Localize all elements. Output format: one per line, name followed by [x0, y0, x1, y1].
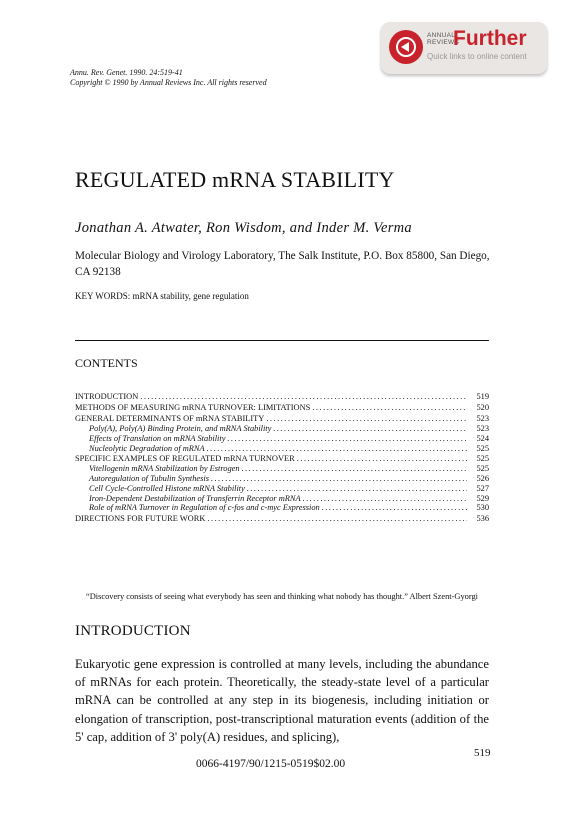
toc-entry-label: GENERAL DETERMINANTS OF mRNA STABILITY	[75, 414, 265, 424]
introduction-heading: INTRODUCTION	[75, 623, 191, 639]
badge-tagline: Quick links to online content	[427, 52, 527, 61]
toc-entry[interactable]	[75, 484, 489, 494]
toc-entry-page: 523	[476, 424, 489, 434]
toc-entry-label: SPECIFIC EXAMPLES OF REGULATED mRNA TURNOVER	[75, 454, 295, 464]
toc-entry-label: DIRECTIONS FOR FUTURE WORK	[75, 513, 206, 523]
contents-heading: CONTENTS	[75, 356, 138, 370]
journal-citation: Annu. Rev. Genet. 1990. 24:519-41	[70, 68, 183, 77]
toc-entry[interactable]	[75, 474, 489, 484]
toc-leader-dots	[140, 391, 467, 402]
toc-entry-label: METHODS OF MEASURING mRNA TURNOVER: LIMITATIONS	[75, 403, 311, 413]
toc-entry-label: INTRODUCTION	[75, 392, 139, 401]
toc-entry-page: 529	[476, 493, 489, 503]
toc-entry-page: 520	[476, 403, 489, 413]
toc-entry-label: Nucleolytic Degradation of mRNA	[89, 443, 205, 453]
toc-entry-label: Role of mRNA Turnover in Regulation of c-fos and c-myc Expression	[89, 503, 320, 513]
toc-entry-label: Autoregulation of Tubulin Synthesis	[89, 474, 209, 484]
toc-entry-label: Vitellogenin mRNA Stabilization by Estrogen	[89, 464, 240, 474]
toc-leader-dots	[207, 513, 467, 524]
toc-entry-label: Poly(A), Poly(A) Binding Protein, and mRNA Stability	[89, 424, 272, 434]
toc-entry-page: 525	[476, 464, 489, 474]
toc-leader-dots	[297, 453, 467, 464]
toc-entry[interactable]	[75, 434, 489, 444]
journal-header	[70, 68, 267, 88]
toc-entry-page: 525	[476, 443, 489, 453]
toc-entry-page: 530	[476, 503, 489, 513]
journal-copyright: Copyright © 1990 by Annual Reviews Inc. All rights reserved	[70, 78, 267, 87]
toc-entry[interactable]	[75, 391, 489, 402]
toc-leader-dots	[303, 494, 467, 504]
toc-leader-dots	[227, 434, 467, 444]
article-keywords: KEY WORDS: mRNA stability, gene regulation	[75, 291, 249, 301]
toc-entry[interactable]	[75, 464, 489, 474]
toc-entry[interactable]	[75, 513, 489, 524]
toc-entry-page: 524	[476, 433, 489, 443]
epigraph-quote: “Discovery consists of seeing what everybody has seen and thinking what nobody has thought.” Albert Szent-Gyorgi	[86, 592, 478, 601]
toc-leader-dots	[211, 474, 467, 484]
toc-entry-page: 527	[476, 483, 489, 493]
article-title: REGULATED mRNA STABILITY	[75, 167, 395, 192]
toc-leader-dots	[207, 444, 467, 454]
toc-entry[interactable]	[75, 494, 489, 504]
article-authors: Jonathan A. Atwater, Ron Wisdom, and Inder M. Verma	[75, 220, 412, 236]
toc-leader-dots	[266, 413, 467, 424]
further-badge[interactable]	[381, 22, 547, 74]
toc-entry-page: 519	[476, 392, 489, 401]
toc-leader-dots	[273, 424, 467, 434]
toc-entry-label: Cell Cycle-Controlled Histone mRNA Stability	[89, 483, 245, 493]
table-of-contents	[75, 391, 489, 524]
article-code: 0066-4197/90/1215-0519$02.00	[196, 758, 346, 770]
toc-entry-label: Iron-Dependent Destabilization of Transferrin Receptor mRNA	[89, 493, 301, 503]
toc-entry-label: Effects of Translation on mRNA Stability	[89, 433, 226, 443]
toc-entry[interactable]	[75, 413, 489, 424]
introduction-body: Eukaryotic gene expression is controlled at many levels, including the abundance of mRNAs for each protein. Theoretically, the steady-state level of a particular mRNA can be controlled at any step in its biogenesis, including initiation or elongation of transcription, post-transcriptional maturation events (addition of the 5' cap, addition of 3' poly(A) residues, and splicing),	[75, 657, 489, 744]
toc-entry-page: 523	[476, 414, 489, 424]
toc-entry[interactable]	[75, 424, 489, 434]
toc-leader-dots	[242, 464, 467, 474]
badge-brand: Further	[453, 27, 527, 50]
toc-entry-page: 525	[476, 454, 489, 464]
toc-entry-page: 536	[476, 513, 489, 523]
play-back-icon	[389, 30, 423, 64]
toc-entry[interactable]	[75, 402, 489, 413]
toc-entry[interactable]	[75, 503, 489, 513]
article-affiliation: Molecular Biology and Virology Laboratory, The Salk Institute, P.O. Box 85800, San Diego, CA 92138	[75, 250, 490, 278]
page-number: 519	[474, 747, 491, 759]
divider	[75, 340, 489, 341]
toc-leader-dots	[247, 484, 467, 494]
badge-publisher: ANNUAL REVIEWS	[427, 32, 460, 46]
toc-entry-page: 526	[476, 474, 489, 484]
toc-entry[interactable]	[75, 453, 489, 464]
toc-leader-dots	[312, 402, 467, 413]
toc-entry[interactable]	[75, 444, 489, 454]
toc-leader-dots	[322, 503, 467, 513]
